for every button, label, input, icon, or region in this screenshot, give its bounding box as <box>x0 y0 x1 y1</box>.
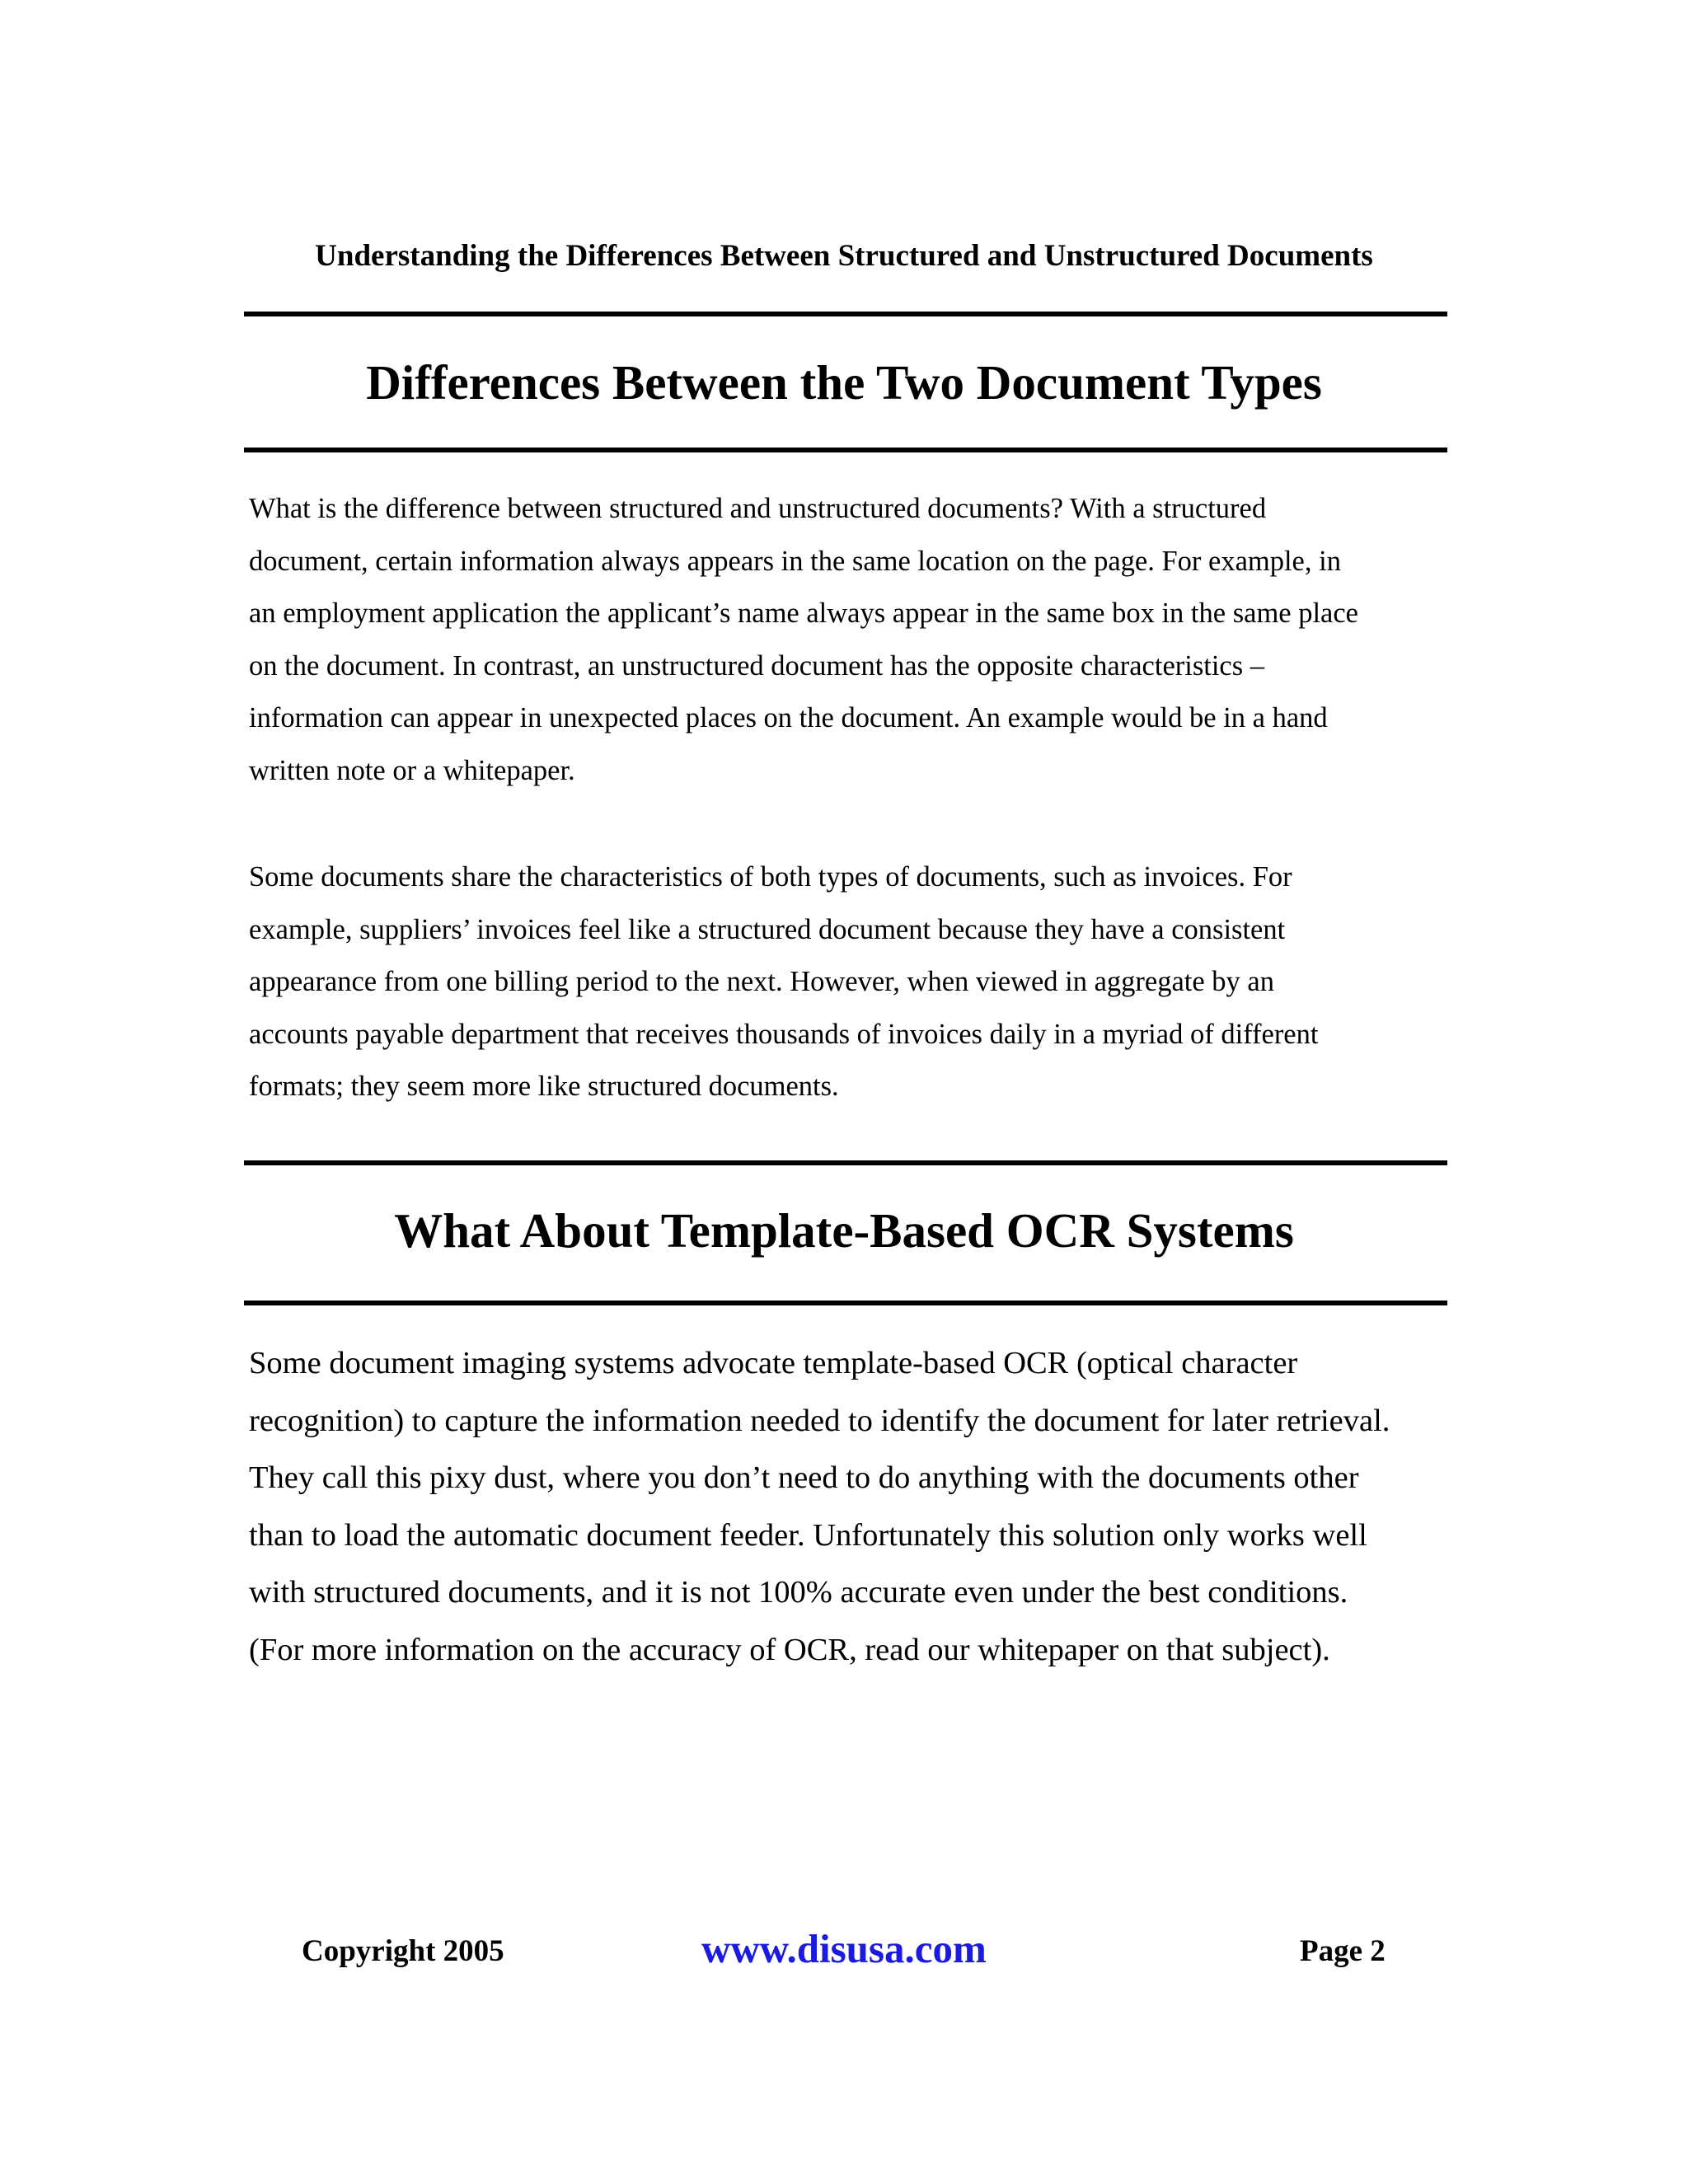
section-bottom-rule <box>244 448 1447 452</box>
paragraph-line: example, suppliers’ invoices feel like a structured document because they have a consistent <box>249 913 1286 945</box>
paragraph-line: information can appear in unexpected places on the document. An example would be in a hand <box>249 702 1328 733</box>
footer-website-link[interactable]: www.disusa.com <box>701 1926 987 1971</box>
paragraph-invoices <box>249 851 1452 1113</box>
paragraph-line: Some documents share the characteristics of both types of documents, such as invoices. For <box>249 861 1292 893</box>
footer-copyright: Copyright 2005 <box>302 1934 504 1968</box>
paragraph-line: formats; they seem more like structured documents. <box>249 1071 839 1102</box>
paragraph-line: recognition) to capture the information needed to identify the document for later retrieval. <box>249 1403 1390 1438</box>
paragraph-line: What is the difference between structured and unstructured documents? With a structured <box>249 493 1267 524</box>
section-bottom-rule <box>244 1301 1447 1305</box>
paragraph-line: appearance from one billing period to the next. However, when viewed in aggregate by an <box>249 966 1274 997</box>
paragraph-line: than to load the automatic document feeder. Unfortunately this solution only works well <box>249 1517 1367 1553</box>
footer-page-number: Page 2 <box>1300 1934 1386 1968</box>
paragraph-line: written note or a whitepaper. <box>249 754 575 786</box>
paragraph-line: an employment application the applicant’s name always appear in the same box in the same place <box>249 598 1358 629</box>
paragraph-line: accounts payable department that receives thousands of invoices daily in a myriad of different <box>249 1018 1319 1050</box>
paragraph-document-difference <box>249 483 1452 797</box>
section-top-rule <box>244 312 1447 316</box>
paragraph-line: (For more information on the accuracy of OCR, read our whitepaper on that subject). <box>249 1632 1330 1667</box>
section-top-rule <box>244 1160 1447 1165</box>
paragraph-line: with structured documents, and it is not 100% accurate even under the best conditions. <box>249 1575 1348 1610</box>
paragraph-line: document, certain information always appears in the same location on the page. For example, in <box>249 545 1341 577</box>
section-title-template-ocr: What About Template-Based OCR Systems <box>394 1203 1294 1258</box>
paragraph-line: Some document imaging systems advocate template-based OCR (optical character <box>249 1346 1298 1380</box>
section-title-differences: Differences Between the Two Document Types <box>366 355 1322 410</box>
running-header: Understanding the Differences Between Structured and Unstructured Documents <box>315 239 1373 273</box>
paragraph-template-ocr <box>249 1335 1452 1679</box>
paragraph-line: on the document. In contrast, an unstructured document has the opposite characteristics – <box>249 649 1265 682</box>
paragraph-line: They call this pixy dust, where you don’t need to do anything with the documents other <box>249 1460 1359 1495</box>
